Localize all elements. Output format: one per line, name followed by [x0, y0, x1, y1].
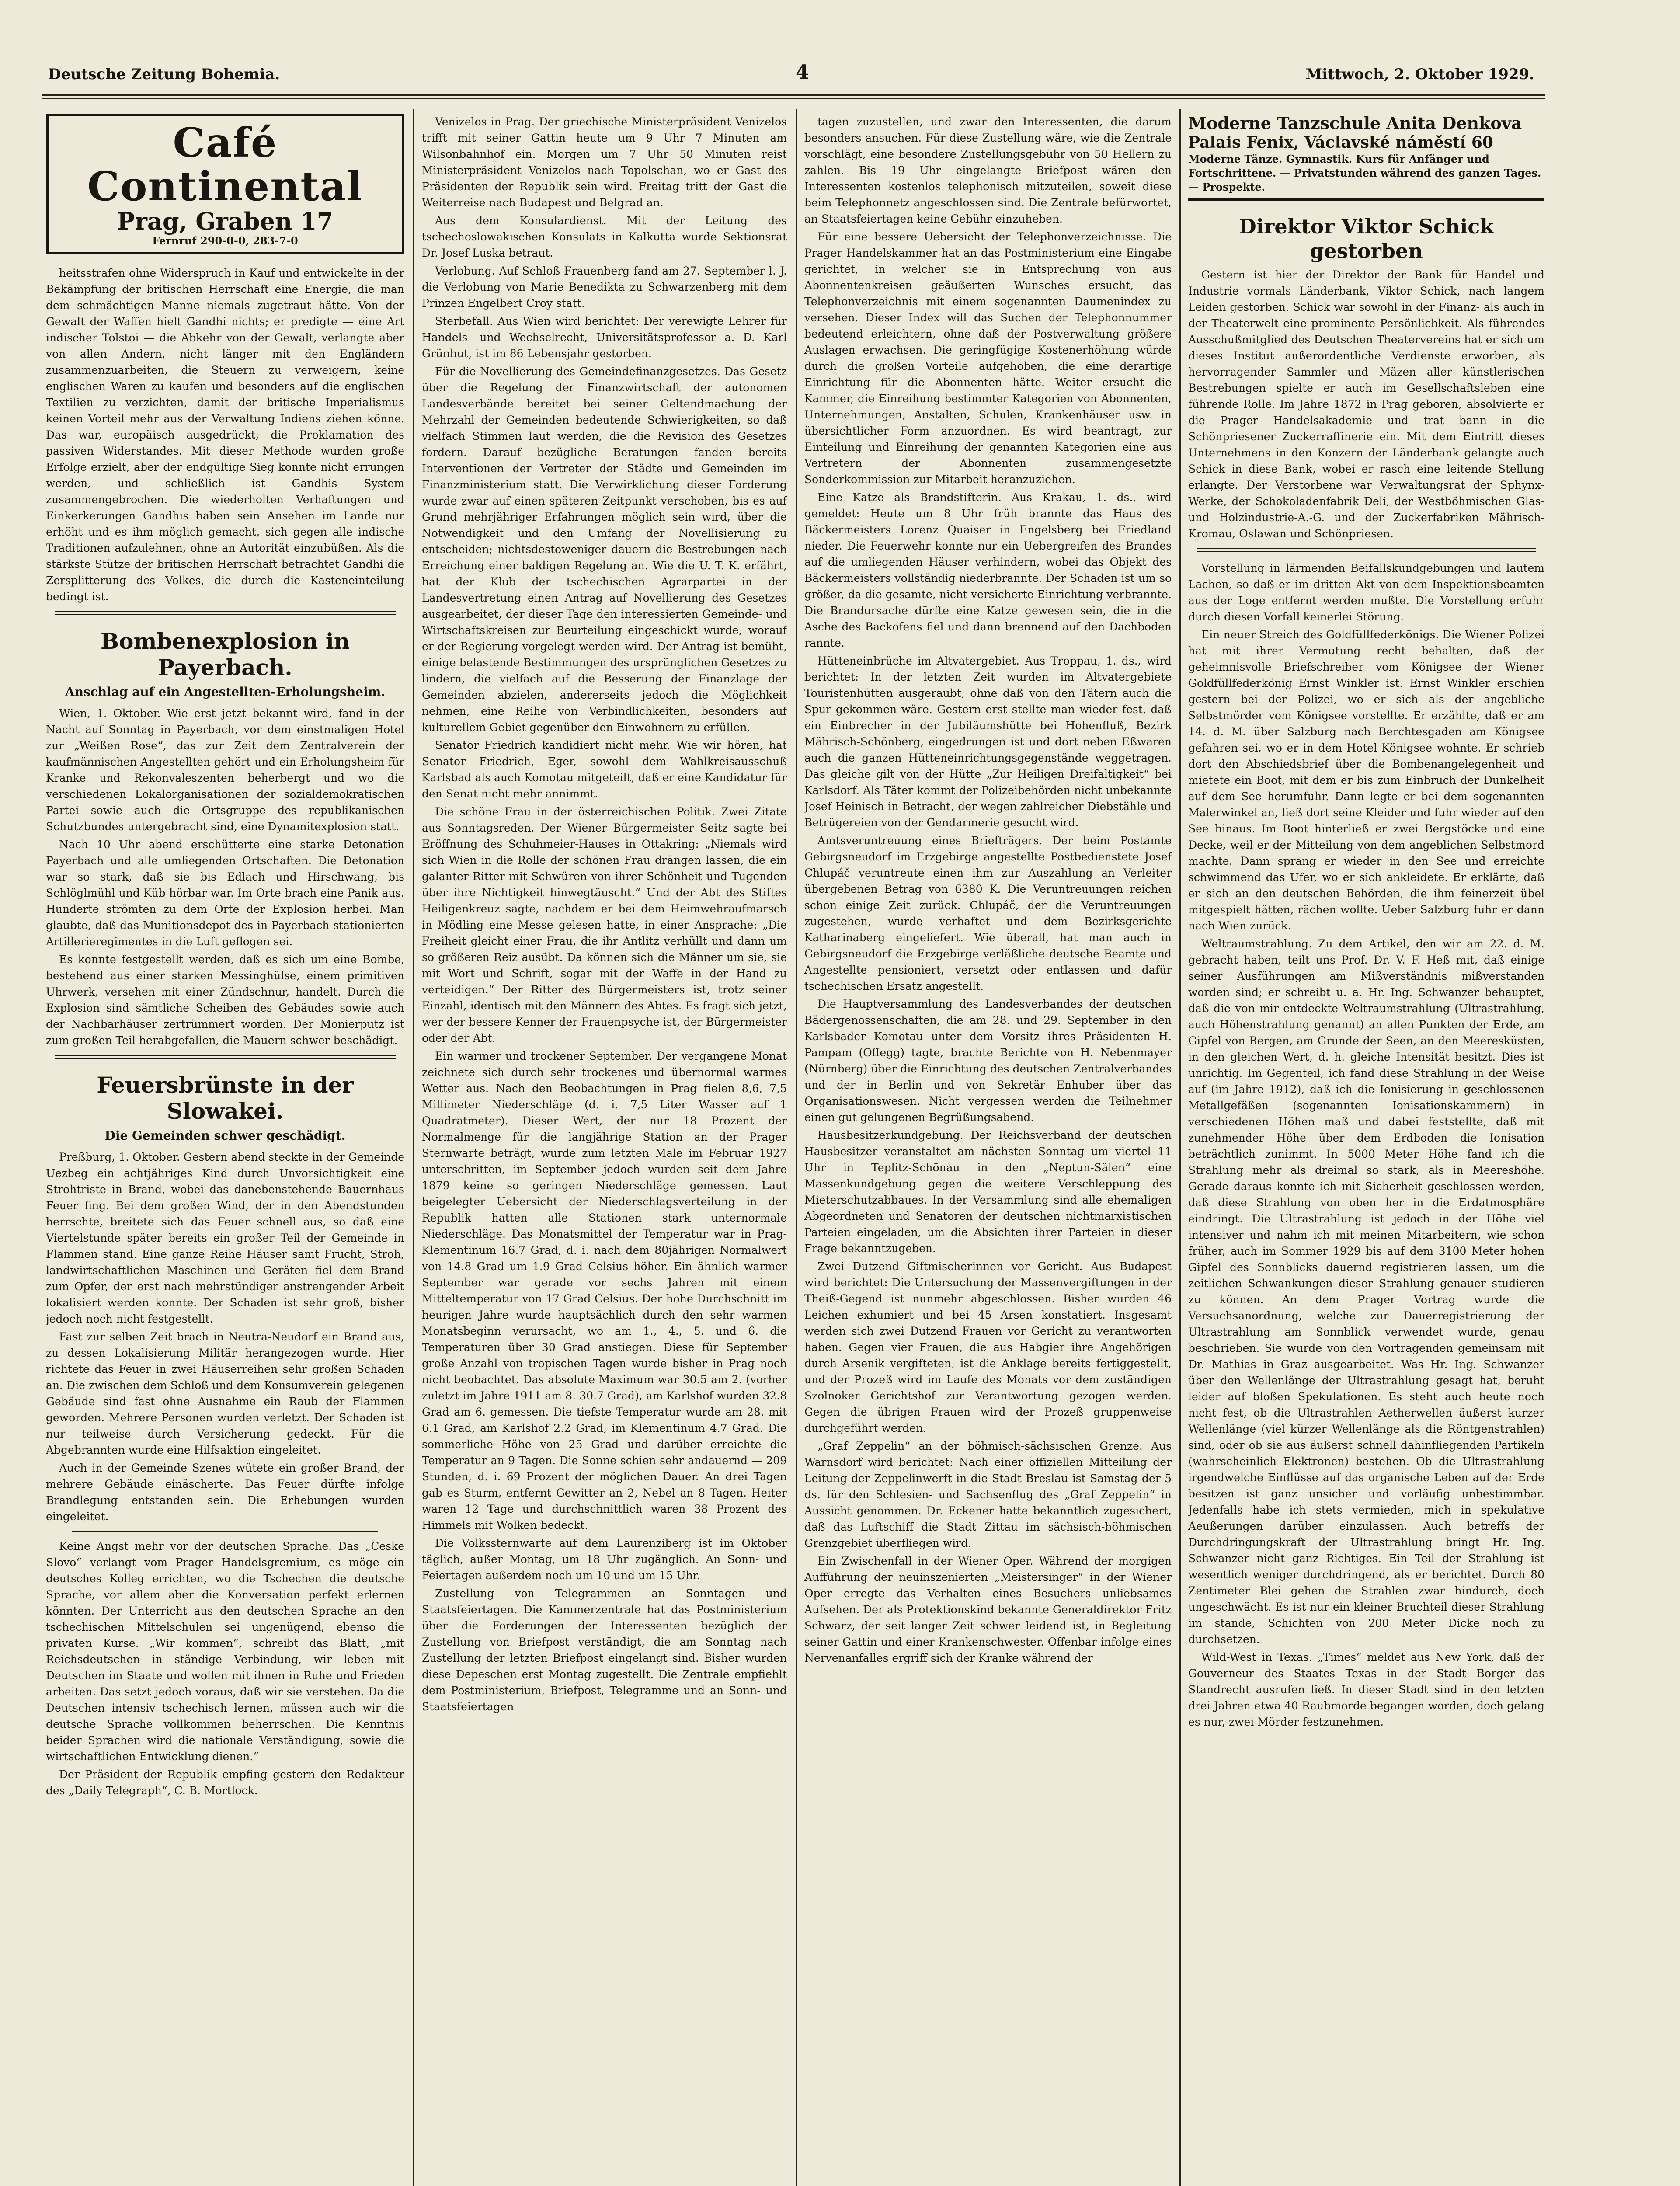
article-text: Zustellung von Telegrammen an Sonntagen und Staatsfeiertagen. Die Kammerzentrale hat das Postministerium über die Forderungen der Interessenten bezüglich der Zustellung von Briefpost verständigt, die am Sonntag nach Zustellung der letzten Briefpost eingelangt sind. Bisher wurden diese Depeschen erst Montag zugestellt. Die Zentrale empfiehlt dem Postministerium, Briefpost, Telegramme und an Sonn- und Staatsfeiertagen	[422, 1587, 787, 1713]
article-text: Hütteneinbrüche im Altvatergebiet. Aus Troppau, 1. ds., wird berichtet: In der letzten Zeit wurden im Altvatergebiete Touristenhütten ausgeraubt, ohne daß von den Tätern auch die Spur gekommen wäre. Gestern erst stellte man wieder fest, daß ein Einbrecher in der Jubiläumshütte bei Hohenfluß, Bezirk Mährisch-Schönberg, eingedrungen ist und dort neben Eßwaren auch die ganzen Hütteneinrichtungsgegenstände weggetragen. Das gleiche gilt von der Hütte „Zur Heiligen Dreifaltigkeit“ bei Karlsdorf. Als Täter kommt der Polizeibehörden nicht unbekannte Josef Heinisch in Betracht, der wegen zahlreicher Diebstähle und Betrügereien von der Gendarmerie gesucht wird.	[804, 654, 1172, 829]
masthead	[48, 61, 1534, 87]
article-text: Die Hauptversammlung des Landesverbandes der deutschen Bädergenossenschaften, die am 28. und 29. September in den Karlsbader Komotau unter dem Vorsitz ihres Präsidenten H. Pampam (Offegg) tagte, brachte Berichte von H. Nebenmayer (Nürnberg) über die Einrichtung des deutschen Zentralverbandes und der in Berlin und von Sekretär Enhuber über das Organisationswesen. Nicht vergessen werden die Teilnehmer einen gut gelungenen Begrüßungsabend.	[804, 998, 1172, 1124]
cafe-continental-ad	[46, 114, 404, 254]
paper-name: Deutsche Zeitung Bohemia.	[48, 66, 280, 83]
article-text: Die Volkssternwarte auf dem Laurenziberg ist im Oktober täglich, außer Montag, um 18 Uhr zugänglich. An Sonn- und Feiertagen außerdem noch um 10 und um 15 Uhr.	[422, 1537, 787, 1582]
article-text: tagen zuzustellen, und zwar den Interessenten, die darum besonders ansuchen. Für diese Zustellung wäre, wie die Zentrale vorschlägt, eine besondere Zustellungsgebühr von 50 Hellern zu zahlen. Bis 19 Uhr eingelangte Briefpost wären den Interessenten kostenlos telephonisch mitzuteilen, soweit diese beim Telephonnetz angeschlossen sind. Die Zentrale befürwortet, an Staatsfeiertagen keine Gebühr einzuheben.	[804, 115, 1172, 225]
article-text: Es konnte festgestellt werden, daß es sich um eine Bombe, bestehend aus einer starken Messinghülse, einem primitiven Uhrwerk, versehen mit einer Zündschnur, handelt. Durch die Explosion sind sämtliche Scheiben des Gebäudes sowie auch der Nachbarhäuser zertrümmert worden. Der Monierputz ist zum großen Teil herabgefallen, die Mauern schwer beschädigt.	[46, 953, 404, 1047]
subheadline: Anschlag auf ein Angestellten-Erholungsheim.	[65, 685, 386, 699]
article-text: Verlobung. Auf Schloß Frauenberg fand am 27. September l. J. die Verlobung von Marie Benedikta zu Schwarzenberg mit dem Prinzen Engelbert Croy statt.	[422, 265, 787, 310]
separator	[55, 611, 396, 617]
column-rule	[796, 109, 797, 2186]
headline: Direktor Viktor Schick gestorben	[1238, 215, 1494, 263]
article-text: Ein Zwischenfall in der Wiener Oper. Während der morgigen Aufführung der neuinszenierten „Meistersinger“ in der Wiener Oper erregte das Verhalten eines Besuchers unliebsames Aufsehen. Der als Protektionskind bekannte Generaldirektor Fritz Schwarz, der seit langer Zeit schwer leidend ist, in Begleitung seiner Gattin und einer Krankenschwester. Offenbar infolge eines Nervenanfalles ergriff sich der Kranke während der	[804, 1555, 1172, 1664]
dance-school-ad	[1188, 114, 1544, 201]
column-4	[1188, 114, 1544, 2186]
article-text: Keine Angst mehr vor der deutschen Sprache. Das „Ceske Slovo“ verlangt vom Prager Handelsgremium, es möge ein deutsches Kolleg errichten, wo die Tschechen die deutsche Sprache, vor allem aber die Konversation perfekt erlernen könnten. Der Unterricht aus den deutschen Sprache an den tschechischen Mittelschulen sei ungenügend, ebenso die privaten Kurse. „Wir kommen“, schreibt das Blatt, „mit Reichsdeutschen in ständige Verbindung, wir leben mit Deutschen im Staate und wollen mit ihnen in Ruhe und Frieden arbeiten. Das setzt jedoch voraus, daß wir sie verstehen. Da die Deutschen intensiv tschechisch lernen, müssen auch wir die deutsche Sprache vollkommen beherrschen. Die Kenntnis beider Sprachen wird die nationale Verständigung, sowie die wirtschaftlichen Entwicklung dienen.“	[46, 1540, 404, 1763]
column-3	[804, 114, 1172, 2186]
page-number: 4	[796, 61, 809, 84]
ad-cafe-address: Prag, Graben 17	[117, 207, 334, 235]
article-text: Senator Friedrich kandidiert nicht mehr. Wie wir hören, hat Senator Friedrich, Eger, sowohl dem Wahlkreisausschuß Karlsbad als auch Komotau mitgeteilt, daß er eine Kandidatur für den Senat nicht mehr annimmt.	[422, 739, 787, 800]
article-text: Venizelos in Prag. Der griechische Ministerpräsident Venizelos trifft mit seiner Gattin heute um 9 Uhr 7 Minuten am Wilsonbahnhof ein. Morgen um 7 Uhr 50 Minuten reist Ministerpräsident Venizelos nach Topolschan, wo er Gast des Präsidenten der Republik sein wird. Freitag tritt der Gast die Weiterreise nach Budapest und Belgrad an.	[422, 115, 787, 209]
article-text: Weltraumstrahlung. Zu dem Artikel, den wir am 22. d. M. gebracht haben, teilt uns Prof. Dr. V. F. Heß mit, daß einige seiner Ausführungen am Mißverständnis mißverstanden worden sind; er schreibt u. a. Hr. Ing. Schwanzer behauptet, daß die von mir entdeckte Weltraumstrahlung (Ultrastrahlung, auch Höhenstrahlung genannt) an allen Punkten der Erde, am Gipfel von Bergen, am Grunde der Seen, an den Meeresküsten, in den gleichen Wert, d. h. gleiche Intensität besitzt. Dies ist unrichtig. Im Gegenteil, ich fand diese Strahlung in der Weise auf (im Jahre 1912), daß ich die Ionisierung in geschlossenen Metallgefäßen (sogenannten Ionisationskammern) in verschiedenen Höhen maß und dabei feststellte, daß mit zunehmender Höhe über dem Erdboden die Ionisation beträchtlich zunimmt. In 5000 Meter Höhe fand ich die Strahlung mehr als dreimal so stark, als in Meereshöhe. Gerade daraus konnte ich mit Sicherheit geschlossen werden, daß diese Strahlung von oben her in die Erdatmosphäre eindringt. Die Ultrastrahlung ist jedoch in der Höhe viel intensiver und nahm ich mit meinen Mitarbeitern, wie schon früher, auch im Sommer 1929 bis auf dem 3100 Meter hohen Gipfel des Sonnblicks dauernd registrieren lassen, um die zeitlichen Schwankungen dieser Strahlung genauer studieren zu können. An dem Prager Vortrag wurde die Versuchsanordnung, welche zur Dauerregistrierung der Ultrastrahlung am Sonnblick verwendet wurde, genau beschrieben. Sie wurde von den Vortragenden gemeinsam mit Dr. Mathias in Graz ausgearbeitet. Was Hr. Ing. Schwanzer über den Wellenlänge der Ultrastrahlung gesagt hat, beruht leider auf bloßen Spekulationen. Es steht auch heute noch nicht fest, ob die Ultrastrahlen Aetherwellen äußerst kurzer Wellenlänge (viel kürzer Wellenlänge als die Röntgenstrahlen) sind, oder ob sie aus äußerst schnell dahinfliegenden Partikeln (wahrscheinlich Elektronen) bestehen. Ob die Ultrastrahlung irgendwelche Einflüsse auf das organische Leben auf der Erde besitzen ist ganz unsicher und vorläufig unbestimmbar. Jedenfalls habe ich stets vermieden, mich in spekulative Aeußerungen darüber einzulassen. Auch betreffs der Durchdringungskraft der Ultrastrahlung bringt Hr. Ing. Schwanzer nicht ganz Richtiges. Ein Teil der Strahlung ist wesentlich weniger durchdringend, als er berichtet. Durch 80 Zentimeter Blei gehen die Strahlen zwar hindurch, doch ungeschwächt. Es ist nur ein kleiner Bruchteil dieser Strahlung im stande, Schichten von 200 Meter Dicke noch zu durchsetzen.	[1188, 937, 1544, 1646]
article-text: Wien, 1. Oktober. Wie erst jetzt bekannt wird, fand in der Nacht auf Sonntag in Payerbach, vor dem einstmaligen Hotel zur „Weißen Rose“, das zur Zeit dem Zentralverein der kaufmännischen Angestellten gehört und ein Erholungsheim für Kranke und Rekonvaleszenten beherbergt und wo die verschiedenen Lokalorganisationen der sozialdemokratischen Partei sowie auch die Ortsgruppe des republikanischen Schutzbundes untergebracht sind, eine Dynamitexplosion statt.	[46, 707, 404, 833]
headline: Bombenexplosion in Payerbach.	[100, 628, 350, 680]
article-text: Auch in der Gemeinde Szenes wütete ein großer Brand, der mehrere Gebäude einäscherte. Das Feuer dürfte infolge Brandlegung entstanden sein. Die Erhebungen wurden eingeleitet.	[46, 1462, 404, 1523]
article-text: Vorstellung in lärmenden Beifallskundgebungen und lautem Lachen, so daß er im dritten Akt von dem Inspektionsbeamten aus der Loge entfernt werden mußte. Die Vorstellung erfuhr durch diesen Vorfall keinerlei Störung.	[1188, 562, 1544, 623]
ad-dance-address: Palais Fenix, Václavské náměstí 60	[1188, 133, 1493, 152]
masthead-rule	[42, 94, 1545, 96]
article-text: Der Präsident der Republik empfing gestern den Redakteur des „Daily Telegraph“, C. B. Mortlock.	[46, 1768, 404, 1797]
separator	[55, 1055, 396, 1061]
ad-dance-name: Moderne Tanzschule Anita Denkova	[1188, 114, 1522, 133]
subheadline: Die Gemeinden schwer geschädigt.	[104, 1128, 346, 1143]
article-text: Für die Novellierung des Gemeindefinanzgesetzes. Das Gesetz über die Regelung der Finanzwirtschaft der autonomen Landesverbände bereitet bei seiner Geltendmachung der Mehrzahl der Gemeinden bedeutende Schwierigkeiten, so daß vielfach Stimmen laut werden, die die Revision des Gesetzes fordern. Darauf bezügliche Beratungen fanden bereits Interventionen der Vertreter der Städte und Gemeinden im Finanzministerium statt. Die Verwirklichung dieser Forderung wurde zwar auf einen späteren Zeitpunkt verschoben, bis es auf Grund mehrjähriger Erfahrungen möglich sein wird, über die Notwendigkeit und den Umfang der Novellisierung zu entscheiden; nichtsdestoweniger dauern die Bestrebungen nach Erreichung einer baldigen Regelung an. Wie die U. T. K. erfährt, hat der Klub der tschechischen Agrarpartei in der Landesvertretung einen Antrag auf Novellierung des Gesetzes ausgearbeitet, der dieser Tage den interessierten Gemeinde- und Wirtschaftskreisen zur Beurteilung eingeschickt wurde, worauf er der Regierung vorgelegt werden wird. Der Antrag ist bemüht, einige belastende Bestimmungen des ursprünglichen Gesetzes zu lindern, die vielfach auf die Besserung der Finanzlage der Gemeinden abzielen, andererseits jedoch die Möglichkeit nehmen, eine Reihe von Verbindlichkeiten, besonders auf kulturellem Gebiet gegenüber den Einwohnern zu erfüllen.	[422, 365, 787, 734]
column-rule	[413, 109, 414, 2186]
separator	[1197, 548, 1536, 554]
article-text: Zwei Dutzend Giftmischerinnen vor Gericht. Aus Budapest wird berichtet: Die Untersuchung der Massenvergiftungen in der Theiß-Gegend ist nunmehr abgeschlossen. Bisher wurden 46 Leichen exhumiert und bei 45 Arsen konstatiert. Insgesamt werden sich zwei Dutzend Frauen vor Gericht zu verantworten haben. Gegen vier Frauen, die aus Habgier ihre Angehörigen durch Arsenik vergifteten, ist die Anklage bereits fertiggestellt, und der Prozeß wird im Laufe des Monats vor dem zuständigen Szolnoker Gerichtshof zur Verantwortung gezogen werden. Gegen die übrigen Frauen wird der Prozeß gruppenweise durchgeführt werden.	[804, 1260, 1172, 1434]
article-text: Die schöne Frau in der österreichischen Politik. Zwei Zitate aus Sonntagsreden. Der Wiener Bürgermeister Seitz sagte bei Eröffnung des Schuhmeier-Hauses in Ottakring: „Niemals wird sich Wien in die Rolle der schönen Frau drängen lassen, die ein galanter Ritter mit Schwüren von ihrer Schönheit und Tugenden über ihre Nichtigkeit hinwegtäuscht.“ Und der Abt des Stiftes Heiligenkreuz sagte, nachdem er bei dem Heimwehraufmarsch in Mödling eine Messe gelesen hatte, in einer Ansprache: „Die Freiheit gleicht einer Frau, die ihr Antlitz verhüllt und dann um so größeren Reiz ausübt. Da können sich die Männer um sie, sie mit Wort und Schrift, sogar mit der Waffe in der Hand zu verteidigen.“ Der Ritter des Bürgermeisters ist, trotz seiner Einzahl, identisch mit den Männern des Abtes. Es fragt sich jetzt, wer der bessere Kenner der Frauenpsyche ist, der Bürgermeister oder der Abt.	[422, 805, 787, 1044]
headline: Feuersbrünste in der Slowakei.	[97, 1072, 354, 1124]
issue-date: Mittwoch, 2. Oktober 1929.	[1305, 66, 1534, 83]
article-text: Preßburg, 1. Oktober. Gestern abend steckte in der Gemeinde Uezbeg ein achtjähriges Kind durch Unvorsichtigkeit eine Strohtriste in Brand, wobei das danebenstehende Bauernhaus Feuer fing. Bei dem großen Wind, der in den Abendstunden herrschte, breitete sich das Feuer schnell aus, so daß eine Viertelstunde später bereits ein großer Teil der Gemeinde in Flammen stand. Eine ganze Reihe Häuser samt Frucht, Stroh, landwirtschaftlichen Maschinen und Geräten fiel dem Brand zum Opfer, der erst nach mehrstündiger anstrengender Arbeit lokalisiert werden konnte. Der Schaden ist sehr groß, bisher jedoch noch nicht festgestellt.	[46, 1151, 404, 1325]
ad-cafe-phone: Fernruf 290-0-0, 283-7-0	[152, 234, 298, 247]
article-text: Nach 10 Uhr abend erschütterte eine starke Detonation Payerbach und alle umliegenden Ortschaften. Die Detonation war so stark, daß sie bis Edlach und Hirschwang, bis Schlöglmühl und Küb hörbar war. Im Orte brach eine Panik aus. Hunderte strömten zu dem Orte der Explosion herbei. Man glaubte, daß das Munitionsdepot des in Payerbach stationierten Artillerieregimentes in die Luft geflogen sei.	[46, 838, 404, 948]
column-rule	[1179, 109, 1181, 2186]
article-text: „Graf Zeppelin“ an der böhmisch-sächsischen Grenze. Aus Warnsdorf wird berichtet: Nach einer offiziellen Mitteilung der Leitung der Zeppelinwerft in die Stadt Breslau ist Samstag der 5 ds. für den Schlesien- und Sachsenflug des „Graf Zeppelin“ in Aussicht genommen. Dr. Eckener hatte bekanntlich zugesichert, daß das Luftschiff die Stadt Zittau im sächsisch-böhmischen Grenzgebiet überfliegen wird.	[804, 1440, 1172, 1549]
masthead-rule-thin	[42, 98, 1545, 99]
article-text: Wild-West in Texas. „Times“ meldet aus New York, daß der Gouverneur des Staates Texas in der Stadt Borger das Standrecht ausrufen ließ. In dieser Stadt sind in den letzten drei Jahren etwa 40 Raubmorde begangen worden, doch gelang es nur, zwei Mörder festzunehmen.	[1188, 1651, 1544, 1728]
article-text: Hausbesitzerkundgebung. Der Reichsverband der deutschen Hausbesitzer veranstaltet am nächsten Sonntag um viertel 11 Uhr in Teplitz-Schönau in den „Neptun-Sälen“ eine Massenkundgebung gegen die weitere Verschleppung des Mieterschutzabbaues. In der Versammlung sind alle ehemaligen Abgeordneten und Senatoren der deutschen nichtmarxistischen Parteien eingeladen, um die Absichten ihrer Parteien in dieser Frage bekanntzugeben.	[804, 1129, 1172, 1255]
article-text: Ein neuer Streich des Goldfüllfederkönigs. Die Wiener Polizei hat mit ihrer Vermutung recht behalten, daß der geheimnisvolle Briefschreiber vom Königsee der Wiener Goldfüllfederkönig Ernst Winkler ist. Ernst Winkler erschien gestern bei der Polizei, wo er sich als der angebliche Selbstmörder vom Königsee vorstellte. Er erzählte, daß er am 14. d. M. über Salzburg nach Berchtesgaden am Königsee gefahren sei, wo er in dem Hotel Königsee wohnte. Er schrieb dort den Abschiedsbrief über die Bombenangelegenheit und mietete ein Boot, mit dem er bis zum Einbruch der Dunkelheit auf dem See herumfuhr. Dann legte er bei dem sogenannten Malerwinkel an, ließ dort seine Kleider und fuhr wieder auf den See hinaus. Im Boot hinterließ er zwei Bergstöcke und eine Decke, weil er der Mitteilung von dem angeblichen Selbstmord machte. Dann sprang er wieder in den See und erreichte schwimmend das Ufer, wo er sich ankleidete. Er erklärte, daß er sich an den deutschen Behörden, die ihm feinerzeit übel mitgespielt hätten, rächen wollte. Ueber Salzburg fuhr er dann nach Wien zurück.	[1188, 628, 1544, 932]
column-2	[422, 114, 787, 2186]
article-text: Aus dem Konsulardienst. Mit der Leitung des tschechoslowakischen Konsulats in Kalkutta wurde Sektionsrat Dr. Josef Luska betraut.	[422, 214, 787, 259]
article-text: heitsstrafen ohne Widerspruch in Kauf und entwickelte in der Bekämpfung der britischen Herrschaft eine Energie, die man dem schmächtigen Manne niemals zugetraut hätte. Von der Gewalt der Waffen hielt Gandhi nichts; er predigte — eine Art indischer Tolstoi — die Abkehr von der Gewalt, verlangte aber von allen Andern, nicht länger mit den Engländern zusammenzuarbeiten, die Steuern zu verweigern, keine englischen Waren zu kaufen und besonders auf die englischen Textilien zu verzichten, damit der britische Imperialismus keinen Vorteil mehr aus der Verwaltung Indiens ziehen könne. Das war, europäisch ausgedrückt, die Proklamation des passiven Widerstandes. Mit dieser Methode wurden große Erfolge erzielt, aber der endgültige Sieg konnte nicht errungen werden, und schließlich ist Gandhis System zusammengebrochen. Die wiederholten Verhaftungen und Einkerkerungen Gandhis haben sein Ansehen im Lande nur erhöht und es ihm möglich gemacht, sich gegen alle indische Traditionen aufzulehnen, ohne an Autorität einzubüßen. Als die stärkste Stütze der britischen Herrschaft betrachtet Gandhi die Zersplitterung des Volkes, die durch die Kasteneinteilung bedingt ist.	[46, 267, 404, 603]
column-1	[46, 114, 404, 2186]
separator	[72, 1531, 378, 1532]
article-text: Eine Katze als Brandstifterin. Aus Krakau, 1. ds., wird gemeldet: Heute um 8 Uhr früh brannte das Haus des Bäckermeisters Lorenz Quaiser in Engelsberg bei Friedland nieder. Die Feuerwehr konnte nur ein Uebergreifen des Brandes auf die umliegenden Häuser verhindern, wobei das Objekt des Bäckermeisters vollständig niederbrannte. Der Schaden ist um so größer, da die gesamte, nicht versicherte Einrichtung verbrannte. Die Brandursache dürfte eine Katze gewesen sein, die in die Asche des Backofens fiel und dann brennend auf den Dachboden rannte.	[804, 491, 1172, 649]
article-text: Ein warmer und trockener September. Der vergangene Monat zeichnete sich durch sehr trockenes und übernormal warmes Wetter aus. Nach den Beobachtungen in Prag fielen 8,6, 7,5 Millimeter Niederschläge (d. i. 7,5 Liter Wasser auf 1 Quadratmeter). Dieser Wert, der nur 18 Prozent der Normalmenge für die langjährige Station an der Prager Sternwarte beträgt, wurde zum letzten Male im Februar 1927 unterschritten, im September jedoch wurden seit dem Jahre 1879 keine so geringen Niederschläge gemessen. Laut beigelegter Uebersicht der Niederschlagsverteilung in der Republik hatten alle Stationen stark unternormale Niederschläge. Das Monatsmittel der Temperatur war in Prag-Klementinum 16.7 Grad, d. i. nach dem 80jährigen Normalwert von 14.8 Grad um 1.9 Grad Celsius höher. Ein ähnlich warmer September war gerade vor sechs Jahren mit einem Mitteltemperatur von 17 Grad Celsius. Der hohe Durchschnitt im heurigen Jahre wurde hauptsächlich durch den sehr warmen Monatsbeginn verursacht, wo am 1., 4., 5. und 6. die Temperaturen über 30 Grad anstiegen. Diese für September große Anzahl von tropischen Tagen wurde bisher in Prag noch nicht beobachtet. Das absolute Maximum war 30.5 am 2. (vorher zuletzt im Jahre 1911 am 8. 30.7 Grad), am Karlshof wurden 32.8 Grad am 6. gemessen. Die tiefste Temperatur wurde am 28. mit 6.1 Grad, am Karlshof 2.2 Grad, im Klementinum 4.7 Grad. Die sommerliche Höhe von 25 Grad und darüber erreichte die Temperatur an 9 Tagen. Die Sonne schien sehr andauernd — 209 Stunden, d. i. 69 Prozent der möglichen Dauer. An drei Tagen gab es Sturm, entfernt Gewitter an 2, Nebel an 8 Tagen. Heiter waren 12 Tage und durchschnittlich waren 38 Prozent des Himmels mit Wolken bedeckt.	[422, 1050, 787, 1532]
article-text: Fast zur selben Zeit brach in Neutra-Neudorf ein Brand aus, zu dessen Lokalisierung Militär herangezogen wurde. Hier richtete das Feuer in zwei Häuserreihen sehr großen Schaden an. Die zwischen dem Schloß und dem Konsumverein gelegenen Gebäude sind fast ohne Ausnahme ein Raub der Flammen geworden. Mehrere Personen wurden verletzt. Der Schaden ist nur teilweise durch Versicherung gedeckt. Für die Abgebrannten wurde eine Hilfsaktion eingeleitet.	[46, 1330, 404, 1456]
ad-dance-info: Moderne Tänze. Gymnastik. Kurs für Anfänger und Fortschrittene. — Privatstunden während des ganzen Tages. — Prospekte.	[1188, 153, 1541, 193]
article-text: Für eine bessere Uebersicht der Telephonverzeichnisse. Die Prager Handelskammer hat an das Postministerium eine Eingabe gerichtet, in welcher sie in Entsprechung von aus Abonnentenkreisen geäußerten Wunsches ersucht, das Telephonverzeichnis mit einem sogenannten Daumenindex zu versehen. Dieser Index will das Suchen der Telephonnummer bedeutend erleichtern, ohne daß der Postverwaltung größere Auslagen erwachsen. Die geringfügige Kostenerhöhung würde durch die großen Vorteile aufgehoben, die eine derartige Einrichtung für die Abonnenten hätte. Weiter ersucht die Kammer, die Einreihung bestimmter Kategorien von Abonnenten, Unternehmungen, Anstalten, Schulen, Krankenhäuser usw. in übersichtlicher Form anzuordnen. Es wird beantragt, zur Einteilung und Einreihung der genannten Kategorien eine aus Vertretern der Abonnenten zusammengesetzte Sonderkommission zur Mitarbeit heranzuziehen.	[804, 230, 1172, 486]
article-text: Sterbefall. Aus Wien wird berichtet: Der verewigte Lehrer für Handels- und Wechselrecht, Universitätsprofessor a. D. Karl Grünhut, ist im 86 Lebensjahr gestorben.	[422, 315, 787, 360]
article-text: Gestern ist hier der Direktor der Bank für Handel und Industrie vormals Länderbank, Viktor Schick, nach langem Leiden gestorben. Schick war sowohl in der Finanz- als auch in der Theaterwelt eine prominente Persönlichkeit. Als führendes Ausschußmitglied des Deutschen Theatervereins hat er sich um dieses Institut außerordentliche Verdienste erworben, als hervorragender Sammler und Mäzen aller künstlerischen Bestrebungen spielte er auch im Gesellschaftsleben eine führende Rolle. Im Jahre 1872 in Prag geboren, absolvierte er die Prager Handelsakademie und trat bann in die Schönpriesener Zuckerraffinerie ein. Mit dem Eintritt dieses Unternehmens in den Konzern der Länderbank gelangte auch Schick in diese Bank, wobei er rasch eine leitende Stellung erlangte. Der Verstorbene war Verwaltungsrat der Sphynx-Werke, der Schokoladenfabrik Deli, der Westböhmischen Glas- und Holzindustrie-A.-G. und der Zuckerfabriken Mährisch-Kromau, Oslawan und Schönpriesen.	[1188, 268, 1544, 540]
article-text: Amtsveruntreuung eines Briefträgers. Der beim Postamte Gebirgsneudorf im Erzgebirge angestellte Postbedienstete Josef Chlupáč veruntreute einen ihm zur Auszahlung an Verleiter übergebenen Betrag von 6380 K. Die Veruntreuungen reichen schon einige Zeit zurück. Chlupáč, der die Veruntreuungen zugestehen, wurde verhaftet und dem Bezirksgerichte Katharinaberg eingeliefert. Wie überall, hat man auch in Gebirgsneudorf die Erzgebirge verläßliche deutsche Beamte und Angestellte pensioniert, versetzt oder entlassen und dafür tschechischen Ersatz angestellt.	[804, 834, 1172, 992]
ad-cafe-name: Café Continental	[87, 119, 363, 210]
